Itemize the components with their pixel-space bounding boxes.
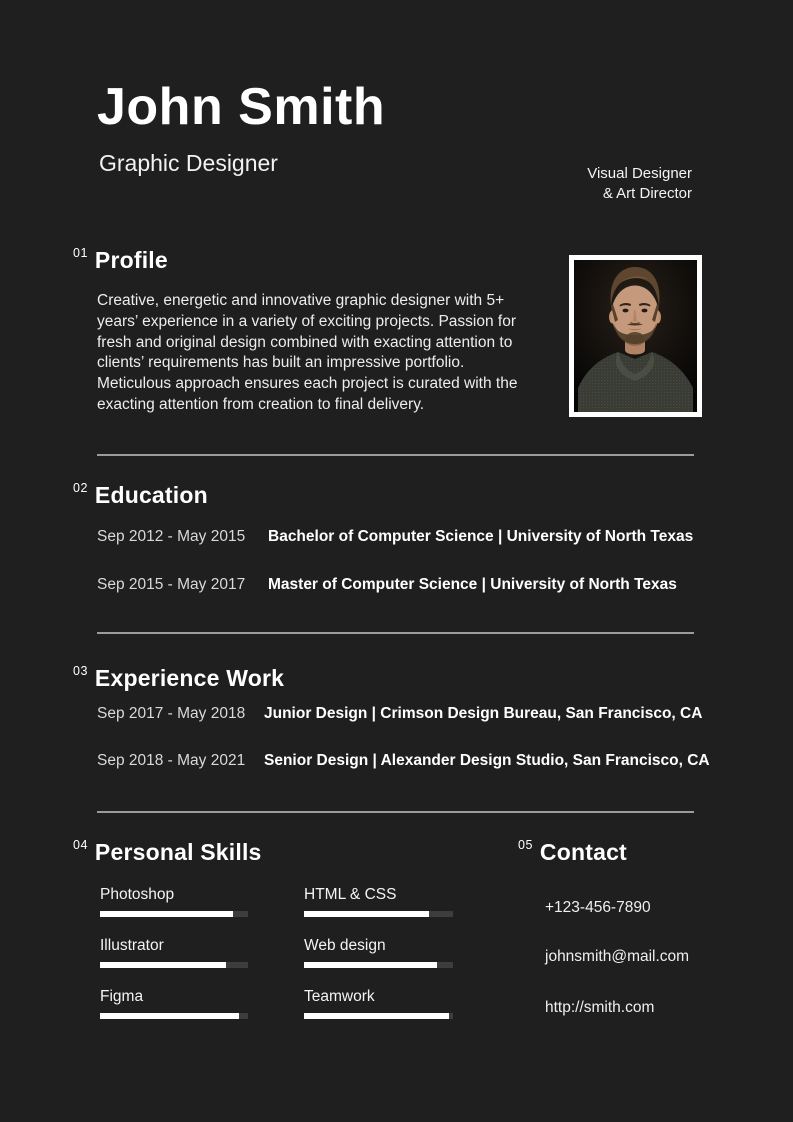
skill-bar-fill <box>100 962 226 968</box>
profile-text: Creative, energetic and innovative graphic designer with 5+ years’ experience in a variety of exciting projects. Passion for fresh and original design combined with exacting attention to clients’ requirements has built an impressive portfolio. Meticulous approach ensures each project is curated with the exacting attention from creation to final delivery. <box>97 292 518 413</box>
section-number: 02 <box>73 481 88 495</box>
skill-label: Teamwork <box>304 988 375 1005</box>
experience-detail: Senior Design | Alexander Design Studio, San Francisco, CA <box>264 752 710 769</box>
contact-website[interactable]: http://smith.com <box>545 999 655 1016</box>
contact-section-heading <box>518 837 627 865</box>
experience-detail: Junior Design | Crimson Design Bureau, San Francisco, CA <box>264 705 703 722</box>
experience-dates: Sep 2017 - May 2018 <box>97 705 246 722</box>
section-divider <box>97 454 694 456</box>
contact-phone: +123-456-7890 <box>545 899 651 916</box>
skill-label: HTML & CSS <box>304 886 397 903</box>
portrait-illustration <box>574 260 697 412</box>
skill-item <box>100 988 248 1019</box>
education-dates: Sep 2015 - May 2017 <box>97 576 246 593</box>
skill-bar-fill <box>100 1013 239 1019</box>
section-title: Profile <box>94 247 168 273</box>
tagline <box>587 164 692 204</box>
skill-item <box>100 937 248 968</box>
experience-dates: Sep 2018 - May 2021 <box>97 752 246 769</box>
experience-row <box>97 752 717 770</box>
section-number: 01 <box>73 246 88 260</box>
skill-bar-fill <box>304 911 429 917</box>
section-number: 05 <box>518 838 533 852</box>
section-title: Contact <box>539 839 627 865</box>
section-title: Education <box>94 482 208 508</box>
skill-bar-fill <box>304 1013 449 1019</box>
skills-section-heading <box>73 837 262 865</box>
education-row <box>97 528 717 546</box>
skill-item <box>304 937 453 968</box>
education-detail: Master of Computer Science | University of North Texas <box>268 576 677 593</box>
skill-bar-track <box>304 962 453 968</box>
skill-item <box>304 886 453 917</box>
contact-email[interactable]: johnsmith@mail.com <box>545 948 690 965</box>
skill-bar-track <box>100 1013 248 1019</box>
education-section-heading <box>73 480 208 508</box>
experience-row <box>97 705 717 723</box>
skill-bar-fill <box>304 962 437 968</box>
skill-item <box>100 886 248 917</box>
section-title: Experience Work <box>94 665 285 691</box>
section-divider <box>97 632 694 634</box>
person-job-title: Graphic Designer <box>99 150 278 176</box>
section-number: 03 <box>73 664 88 678</box>
education-detail: Bachelor of Computer Science | University of North Texas <box>268 528 694 545</box>
person-name: John Smith <box>97 78 386 136</box>
skill-label: Figma <box>100 988 144 1005</box>
skill-label: Illustrator <box>100 937 164 954</box>
skill-item <box>304 988 453 1019</box>
profile-section-heading <box>73 245 168 273</box>
skill-label: Photoshop <box>100 886 175 903</box>
profile-photo <box>569 255 702 417</box>
tagline-line1: Visual Designer <box>587 165 692 182</box>
education-dates: Sep 2012 - May 2015 <box>97 528 246 545</box>
section-number: 04 <box>73 838 88 852</box>
section-divider <box>97 811 694 813</box>
skill-bar-track <box>304 1013 453 1019</box>
skill-bar-fill <box>100 911 233 917</box>
tagline-line2: & Art Director <box>602 185 692 202</box>
skill-bar-track <box>100 911 248 917</box>
experience-section-heading <box>73 663 284 691</box>
skill-bar-track <box>304 911 453 917</box>
education-row <box>97 576 717 594</box>
skill-bar-track <box>100 962 248 968</box>
section-title: Personal Skills <box>94 839 262 865</box>
skill-label: Web design <box>304 937 386 954</box>
